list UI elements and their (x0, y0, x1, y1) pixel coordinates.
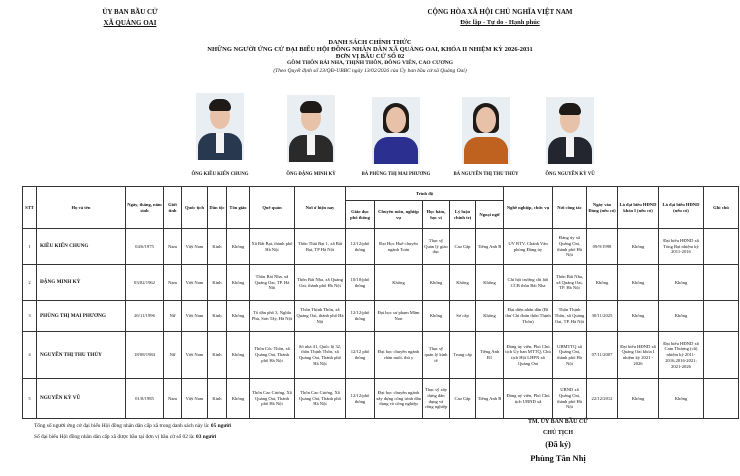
cell-stt: 3 (23, 301, 37, 332)
cell-language: Tiếng Anh B (476, 379, 504, 419)
photo-caption: BÀ PHÙNG THỊ MAI PHƯƠNG (361, 172, 431, 177)
cell-stt: 4 (23, 332, 37, 379)
decision-reference: (Theo Quyết định số 23/QĐ-UBBC ngày 13/02/2026 của Ủy ban bầu cử xã Quảng Oai) (273, 68, 467, 74)
col-politics: Lý luận chính trị (450, 201, 476, 229)
cell-delegate: Đại biểu HĐND xã Tòng Bạt nhiệm kỳ 2011-2016 (659, 229, 704, 265)
cell-delegate: Không (659, 265, 704, 301)
cell-nationality: Việt Nam (182, 332, 208, 379)
cell-nationality: Việt Nam (182, 265, 208, 301)
cell-delegate-1: Không (618, 301, 659, 332)
cell-workplace: UBMTTQ xã Quảng Oai, thành phố Hà Nội (553, 332, 587, 379)
cell-specialty: Đại Học Huế chuyên ngành Toán (375, 229, 423, 265)
cell-religion: Không (227, 301, 250, 332)
cell-specialty: Đại học chuyên ngành xây dựng công trình dân dụng và công nghiệp (375, 379, 423, 419)
cell-hometown: Xã Bất Bạt, thành phố Hà Nội (250, 229, 295, 265)
col-general-edu: Giáo dục phổ thông (346, 201, 375, 229)
cell-religion: Không (227, 229, 250, 265)
cell-dob: 03/02/1962 (126, 265, 164, 301)
cell-specialty: Đại học sư phạm Mầm Non (375, 301, 423, 332)
cell-degree: Thạc sỹ xây dựng dân dụng và công nghiệp (423, 379, 450, 419)
photo-caption: ÔNG KIỀU KIẾN CHUNG (191, 172, 249, 177)
total-candidates (34, 423, 231, 429)
col-residence: Nơi ở hiện nay (295, 187, 346, 229)
cell-ethnic: Kinh (208, 379, 227, 419)
cell-name: KIỀU KIẾN CHUNG (37, 229, 126, 265)
candidate-photo (462, 97, 510, 164)
cell-name: NGUYỄN KỲ VŨ (37, 379, 126, 419)
cell-stt: 1 (23, 229, 37, 265)
cell-note (704, 332, 739, 379)
cell-delegate: Đại biểu HĐND xã Cam Thượng (cũ) nhiệm kỳ 2011-2016,2016-2021; 2021-2026 (659, 332, 704, 379)
cell-party-date: Không (587, 265, 618, 301)
doc-subtitle: NHỮNG NGƯỜI ỨNG CỬ ĐẠI BIỂU HỘI ĐỒNG NHÂN DÂN XÃ QUẢNG OAI, KHÓA II NHIỆM KỲ 2026-2031 (207, 46, 533, 53)
cell-dob: 18/08/1984 (126, 332, 164, 379)
cell-dob: 01/8/1985 (126, 379, 164, 419)
cell-degree: Thạc sỹ quản lý kinh tế (423, 332, 450, 379)
cell-ethnic: Kinh (208, 265, 227, 301)
cell-gender: Nam (164, 229, 182, 265)
cell-party-date: 22/12/2012 (587, 379, 618, 419)
cell-workplace: Thôn Thịnh Thôn, xã Quảng Oai, TP. Hà Nội (553, 301, 587, 332)
cell-religion: Không (227, 379, 250, 419)
col-religion: Tôn giáo (227, 187, 250, 229)
col-party-date: Ngày vào Đảng (nếu có) (587, 187, 618, 229)
cell-residence: Số nhà 41, Quốc lộ 32, thôn Thịnh Thôn, xã Quảng Oai, Thành phố Hà Nội (295, 332, 346, 379)
nation-line2: Độc lập - Tự do - Hạnh phúc (460, 19, 540, 26)
cell-politics: Sơ cấp (450, 301, 476, 332)
cell-party-date: 30/11/2025 (587, 301, 618, 332)
col-delegate: Là đại biểu HĐND (nếu có) (659, 187, 704, 229)
total-value: 05 người (210, 423, 232, 429)
org-line1: ỦY BAN BẦU CỬ (102, 8, 158, 16)
cell-delegate-1: Đại biểu HĐND xã Quảng Oai khóa I nhiệm kỳ 2021 - 2026 (618, 332, 659, 379)
unit-villages: GỒM THÔN BÁI NHA, THỊNH THÔN, ĐÔNG VIÊN, CAO CƯƠNG (287, 60, 453, 66)
cell-party-date: 07/11/2007 (587, 332, 618, 379)
cell-delegate-1: Không (618, 379, 659, 419)
cell-language: Không (476, 301, 504, 332)
col-gender: Giới tính (164, 187, 182, 229)
cell-gender: Nữ (164, 301, 182, 332)
table-row (23, 301, 739, 332)
nation-line1: CỘNG HÒA XÃ HỘI CHỦ NGHĨA VIỆT NAM (427, 8, 573, 16)
cell-workplace: Thôn Bái Nha, xã Quảng Oai, TP. Hà Nội (553, 265, 587, 301)
col-hometown: Quê quán (250, 187, 295, 229)
photo-caption: BÀ NGUYỄN THỊ THU THỦY (453, 172, 519, 177)
candidate-photo (196, 93, 244, 160)
cell-specialty: Đại học chuyên ngành chăn nuôi, thú y (375, 332, 423, 379)
cell-specialty: Không (375, 265, 423, 301)
cell-stt: 5 (23, 379, 37, 419)
cell-occupation: Đảng uỷ viên, Phó Chủ tịch UBND xã (504, 379, 553, 419)
cell-politics: Cao Cấp (450, 379, 476, 419)
cell-degree: Không (423, 265, 450, 301)
signer-name: Phùng Tân Nhị (530, 453, 586, 463)
seats-label: Số đại biểu Hội đồng nhân dân cấp xã được bầu tại đơn vị bầu cử số 02 là: (34, 434, 196, 440)
col-stt: STT (23, 187, 37, 229)
cell-name: ĐẶNG MINH KỲ (37, 265, 126, 301)
cell-occupation: Đảng ủy viên, Phó Chủ tịch Ủy ban MTTQ, Chủ tịch Hội LHPN xã Quảng Oai (504, 332, 553, 379)
col-delegate-1: Là đại biểu HĐND khóa I (nếu có) (618, 187, 659, 229)
seats-value: 03 người (196, 434, 217, 440)
photo-caption: ÔNG ĐẶNG MINH KỲ (286, 172, 336, 177)
cell-degree: Không (423, 301, 450, 332)
cell-hometown: Tổ dân phố 3, Nghĩa Phủ, Sơn Tây, Hà Nội (250, 301, 295, 332)
col-nationality: Quốc tịch (182, 187, 208, 229)
cell-occupation: Đại diện nhân dân (Bí thư Chi đoàn thôn Thịnh Thôn) (504, 301, 553, 332)
cell-language: Tiếng Anh B1 (476, 332, 504, 379)
candidate-photo (372, 97, 420, 164)
cell-workplace: Đảng ủy xã Quảng Oai, thành phố Hà Nội (553, 229, 587, 265)
national-motto (400, 8, 600, 26)
candidate-photo (287, 95, 335, 162)
cell-language: Tiếng Anh B (476, 229, 504, 265)
col-language: Ngoại ngữ (476, 201, 504, 229)
signature-title: CHỦ TỊCH (542, 430, 574, 436)
cell-ethnic: Kinh (208, 229, 227, 265)
col-dob: Ngày, tháng, năm sinh (126, 187, 164, 229)
col-note: Ghi chú (704, 187, 739, 229)
cell-note (704, 229, 739, 265)
cell-stt: 2 (23, 265, 37, 301)
org-line2: XÃ QUẢNG OAI (103, 19, 157, 27)
cell-note (704, 379, 739, 419)
cell-hometown: Thôn Cốc Thôn, xã Quảng Oai, Thành phố Hà Nội (250, 332, 295, 379)
candidate-photo (546, 97, 594, 164)
cell-general: 12/12/phổ thông (346, 301, 375, 332)
col-occupation: Nghề nghiệp, chức vụ (504, 187, 553, 229)
table-row (23, 229, 739, 265)
cell-ethnic: Kinh (208, 301, 227, 332)
cell-general: 12/12/phổ thông (346, 229, 375, 265)
cell-gender: Nam (164, 265, 182, 301)
candidate-table (22, 186, 739, 419)
cell-name: PHÙNG THỊ MAI PHƯƠNG (37, 301, 126, 332)
cell-general: 10/10/phổ thông (346, 265, 375, 301)
col-workplace: Nơi công tác (553, 187, 587, 229)
cell-religion: Không (227, 265, 250, 301)
cell-general: 12/12 phổ thông (346, 332, 375, 379)
cell-residence: Thôn Cao Cương, Xã Quảng Oai, Thành phố Hà Nội (295, 379, 346, 419)
col-ethnic: Dân tộc (208, 187, 227, 229)
cell-delegate: Không (659, 301, 704, 332)
cell-gender: Nam (164, 379, 182, 419)
cell-dob: 26/11/1996 (126, 301, 164, 332)
cell-delegate-1: Không (618, 265, 659, 301)
cell-residence: Thôn Thái Bạt 1, xã Bất Bạt, TP Hà Nội (295, 229, 346, 265)
cell-delegate: Không (659, 379, 704, 419)
cell-note (704, 301, 739, 332)
col-name: Họ và tên (37, 187, 126, 229)
cell-religion: Không (227, 332, 250, 379)
doc-title: DANH SÁCH CHÍNH THỨC (328, 39, 412, 46)
cell-politics: Cao Cấp (450, 229, 476, 265)
cell-politics: Trung cấp (450, 332, 476, 379)
table-row (23, 379, 739, 419)
total-label: Tổng số người ứng cử đại biểu Hội đồng nhân dân cấp xã trong danh sách này là: (34, 423, 211, 429)
cell-nationality: Việt Nam (182, 379, 208, 419)
cell-note (704, 265, 739, 301)
col-degree: Học hàm, học vị (423, 201, 450, 229)
cell-nationality: Việt Nam (182, 229, 208, 265)
seats-count (34, 434, 216, 440)
col-education-group: Trình độ (346, 187, 504, 201)
cell-name: NGUYỄN THỊ THU THỦY (37, 332, 126, 379)
cell-occupation: Chi hội trưởng chi hội CCB thôn Bái Nha (504, 265, 553, 301)
cell-workplace: UBND xã Quảng Oai, thành phố Hà Nội (553, 379, 587, 419)
cell-degree: Thạc sỹ Quản lý giáo dục (423, 229, 450, 265)
signature-org: TM. ỦY BAN BẦU CỬ (527, 419, 589, 425)
cell-gender: Nữ (164, 332, 182, 379)
cell-residence: Thôn Thịnh Thôn, xã Quảng Oai, thành phố Hà Nội (295, 301, 346, 332)
electoral-unit: ĐƠN VỊ BẦU CỬ SỐ 02 (335, 53, 405, 60)
cell-hometown: Thôn Cao Cương, Xã Quảng Oai, Thành phố Hà Nội (250, 379, 295, 419)
table-row (23, 265, 739, 301)
photo-caption: ÔNG NGUYỄN KỲ VŨ (545, 172, 595, 177)
table-row (23, 332, 739, 379)
issuing-org (70, 8, 190, 27)
cell-ethnic: Kinh (208, 332, 227, 379)
cell-hometown: Thôn Bái Nha, xã Quảng Oai, TP. Hà Nội (250, 265, 295, 301)
signature-status: (Đã ký) (545, 440, 571, 449)
cell-residence: Thôn Bái Nha, xã Quảng Oai, thành phố Hà Nội (295, 265, 346, 301)
cell-politics: Không (450, 265, 476, 301)
cell-delegate-1: Không (618, 229, 659, 265)
cell-nationality: Việt Nam (182, 301, 208, 332)
cell-occupation: UV BTV, Chánh Văn phòng Đảng ủy (504, 229, 553, 265)
col-specialty: Chuyên môn, nghiệp vụ (375, 201, 423, 229)
cell-language: Không (476, 265, 504, 301)
cell-party-date: 09/9/1998 (587, 229, 618, 265)
cell-general: 12/12/phổ thông (346, 379, 375, 419)
cell-dob: 04/6/1975 (126, 229, 164, 265)
